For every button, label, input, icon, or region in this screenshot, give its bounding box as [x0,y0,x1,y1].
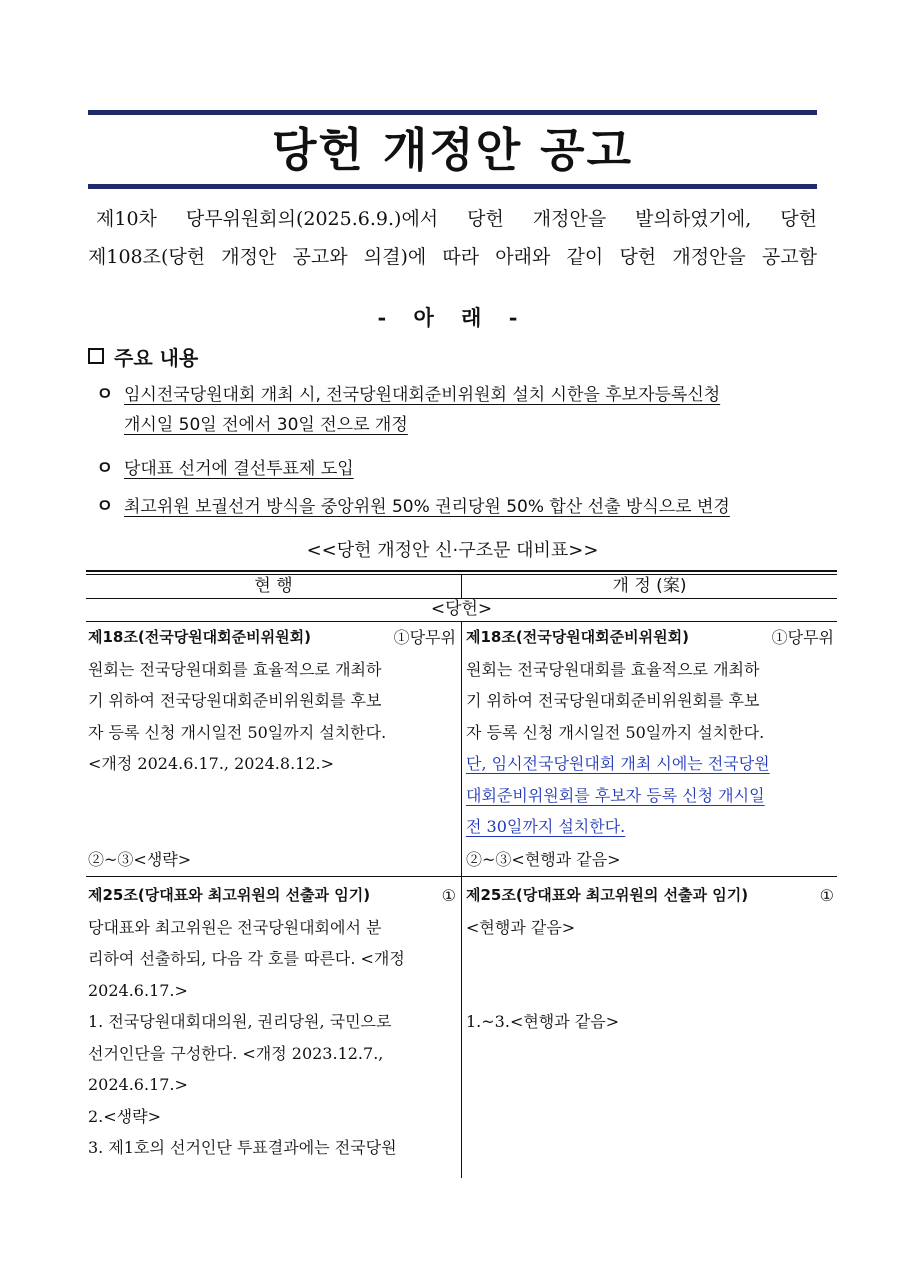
square-bullet-icon [88,348,104,364]
bullet-3-text: 최고위원 보궐선거 방식을 중앙위원 50% 권리당원 50% 합산 선출 방식으로 변경 [124,497,730,517]
circle-bullet-icon: ㅇ [96,458,114,479]
row2-current-line: 리하여 선출하되, 다음 각 호를 따른다. <개정 [88,949,405,968]
row2-current-line: ① [441,886,456,905]
intro-paragraph [88,200,817,276]
section-title: 주요 내용 [114,346,199,370]
row1-revised-added: 전 30일까지 설치한다. [466,817,626,836]
comparison-table [86,570,837,1178]
bullet-item-1 [96,380,821,440]
row2-current-line: 2.<생략> [88,1106,161,1126]
row2-revised-line: <현행과 같음> [466,917,576,937]
row2-current-line: 2024.6.17.> [88,980,188,1000]
row2-current-line: 2024.6.17.> [88,1075,188,1094]
row-divider [86,876,837,877]
row1-revised-line: 기 위하여 전국당원대회준비위원회를 후보 [466,691,760,710]
row1-revised-heading: 제18조(전국당원대회준비위원회) [466,628,689,646]
row2-revised-heading: 제25조(당대표와 최고위원의 선출과 임기) [466,886,749,904]
bullet-item-2 [96,454,821,484]
column-divider [461,621,462,1178]
row2-current-line: 당대표와 최고위원은 전국당원대회에서 분 [88,917,382,937]
intro-line-2: 제108조(당헌 개정안 공고와 의결)에 따라 아래와 같이 당헌 개정안을 공고함 [88,246,817,268]
row1-revised-line: 자 등록 신청 개시일전 50일까지 설치한다. [466,722,765,742]
group-label: <당헌> [430,599,493,619]
circle-bullet-icon: ㅇ [96,384,114,405]
row2-current-line: 선거인단을 구성한다. <개정 2023.12.7., [88,1043,384,1063]
col-header-revised: 개 정 (案) [612,576,687,596]
row1-current [88,622,456,780]
circle-bullet-icon: ㅇ [96,496,114,517]
row1-revised [466,622,834,843]
row2-current-line: 1. 전국당원대회대의원, 권리당원, 국민으로 [88,1012,392,1031]
section-heading [88,342,198,374]
row1-current-tail: ②~③<생략> [88,850,192,869]
row1-revised-added: 대회준비위원회를 후보자 등록 신청 개시일 [466,785,765,805]
bullet-2-text: 당대표 선거에 결선투표제 도입 [124,459,354,479]
title-rule-bottom [88,184,817,189]
row1-current-line: 기 위하여 전국당원대회준비위원회를 후보 [88,691,382,710]
table-top-rule [86,570,837,572]
row1-current-line: 자 등록 신청 개시일전 50일까지 설치한다. [88,722,387,742]
row1-current-line: ①당무위 [393,628,456,647]
row2-revised [466,880,834,943]
row2-current [88,880,456,1164]
bullet-1-line-1: 임시전국당원대회 개최 시, 전국당원대회준비위원회 설치 시한을 후보자등록신청 [124,385,721,405]
row1-revised-line: ①당무위 [771,628,834,647]
bullet-1-line-2: 개시일 50일 전에서 30일 전으로 개정 [124,415,408,435]
row2-current-line: 3. 제1호의 선거인단 투표결과에는 전국당원 [88,1138,397,1157]
table-caption: <<당헌 개정안 신·구조문 대비표>> [306,540,599,561]
row2-revised-item: 1.~3.<현행과 같음> [466,1012,620,1031]
title-rule-top [88,110,817,115]
row1-revised-line: 원회는 전국당원대회를 효율적으로 개최하 [466,659,760,679]
row1-current-line: <개정 2024.6.17., 2024.8.12.> [88,754,335,773]
col-header-current: 현 행 [254,576,293,596]
intro-line-1: 제10차 당무위원회의(2025.6.9.)에서 당헌 개정안을 발의하였기에, 당헌 [96,208,817,230]
row1-revised-tail: ②~③<현행과 같음> [466,850,621,869]
bullet-item-3 [96,492,821,522]
row2-current-heading: 제25조(당대표와 최고위원의 선출과 임기) [88,886,371,904]
document-title: 당헌 개정안 공고 [271,123,634,177]
row1-current-heading: 제18조(전국당원대회준비위원회) [88,628,311,646]
arae-heading: - 아 래 - [377,305,528,330]
row2-revised-line: ① [819,886,834,905]
row1-current-line: 원회는 전국당원대회를 효율적으로 개최하 [88,659,382,679]
row1-revised-added: 단, 임시전국당원대회 개최 시에는 전국당원 [466,754,770,773]
